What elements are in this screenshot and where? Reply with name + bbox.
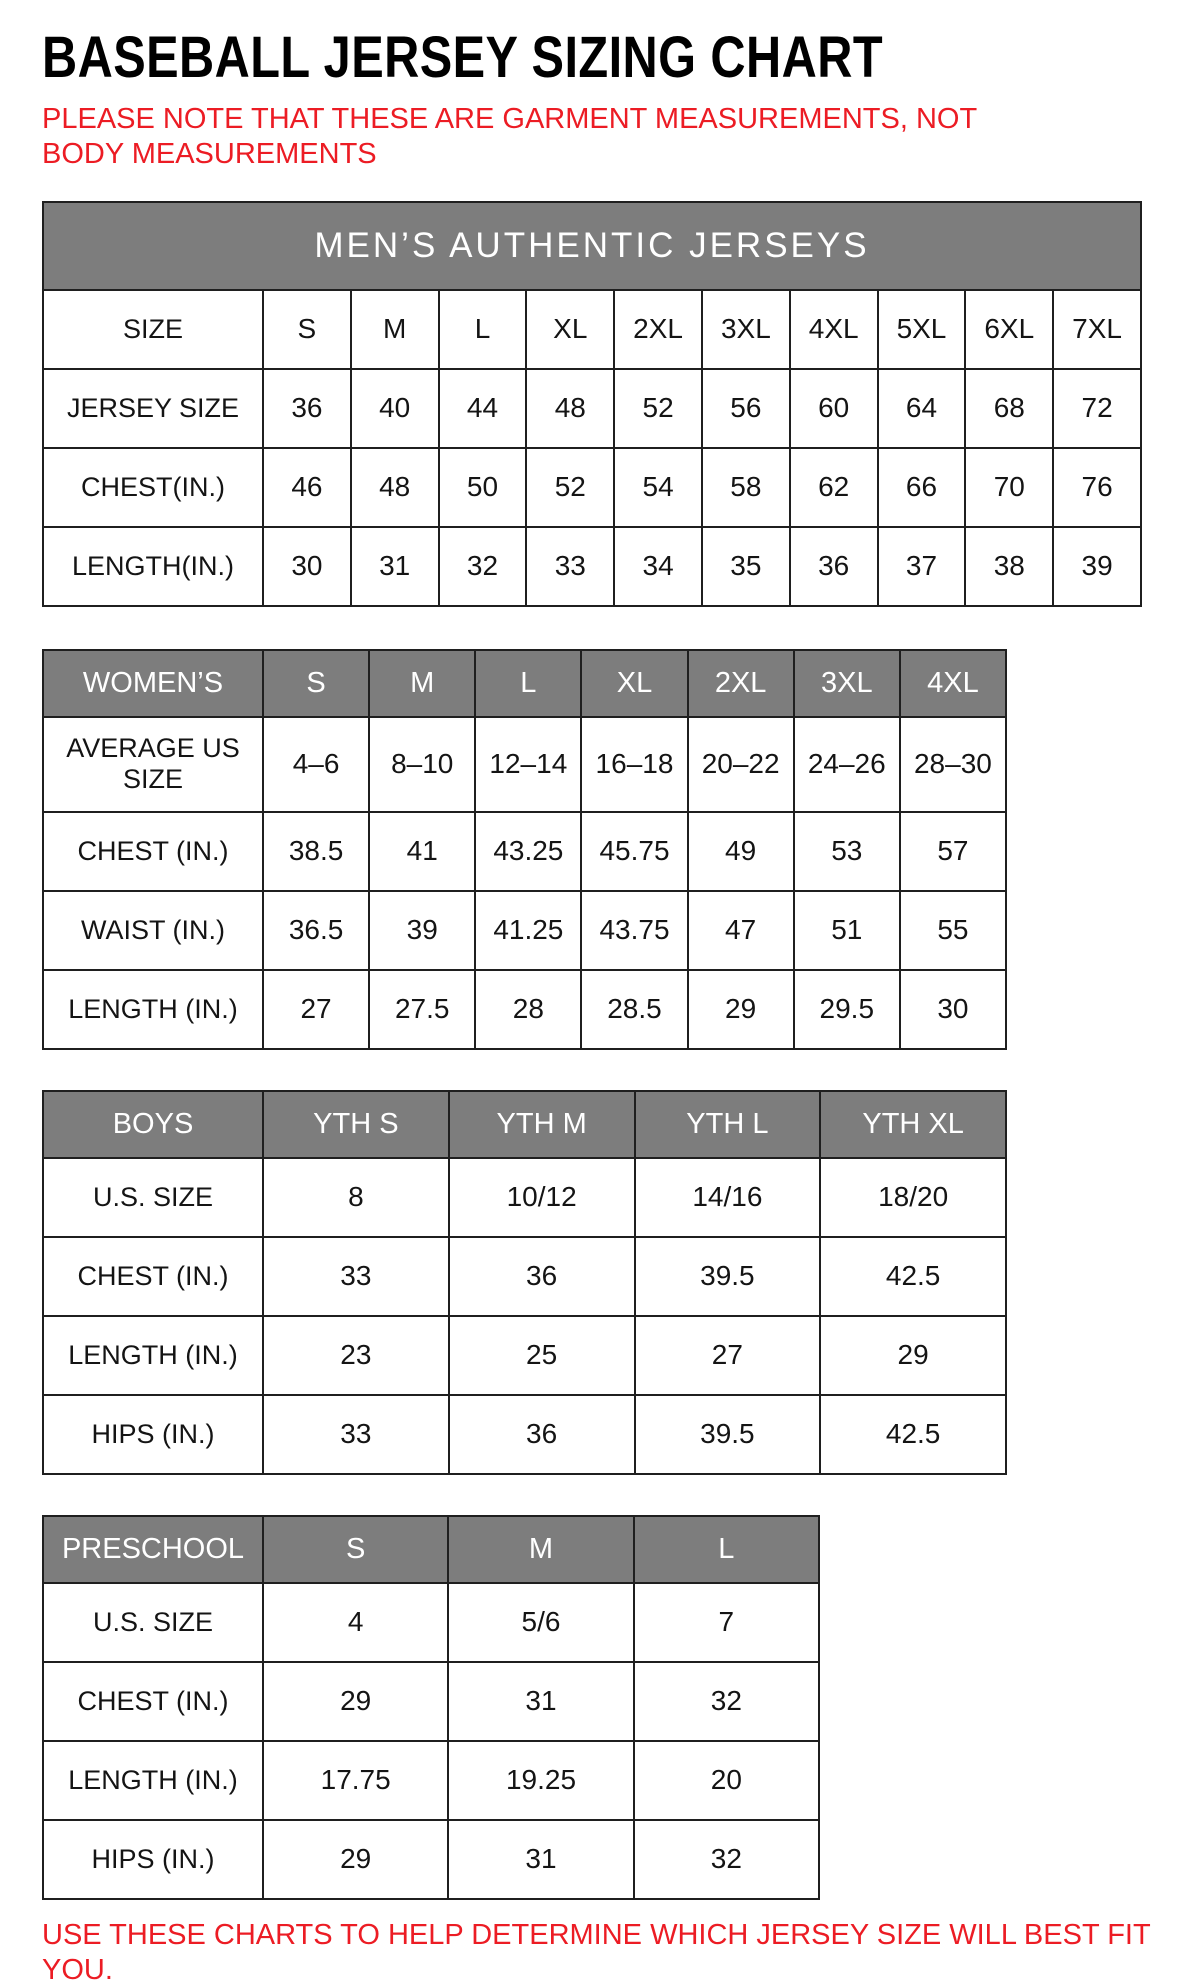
row-label-cell: U.S. SIZE [43,1158,263,1237]
value-cell: 53 [794,812,900,891]
row-label-cell: HIPS (IN.) [43,1820,263,1899]
womens-sizing-table [42,649,1007,1050]
value-cell: 7XL [1053,290,1141,369]
value-cell: 52 [614,369,702,448]
size-column-header: 4XL [900,650,1006,717]
value-cell: S [263,290,351,369]
value-cell: 64 [878,369,966,448]
value-cell: 7 [634,1583,819,1662]
womens-table-body [43,717,1006,1049]
value-cell: 66 [878,448,966,527]
measurement-row [43,1583,819,1662]
value-cell: 31 [448,1820,633,1899]
value-cell: 43.25 [475,812,581,891]
value-cell: 51 [794,891,900,970]
value-cell: 28.5 [581,970,687,1049]
preschool-table-header [43,1516,819,1583]
row-label-cell: WAIST (IN.) [43,891,263,970]
row-label-cell: HIPS (IN.) [43,1395,263,1474]
value-cell: 23 [263,1316,449,1395]
value-cell: 30 [900,970,1006,1049]
value-cell: 47 [688,891,794,970]
measurement-row [43,1158,1006,1237]
measurement-row [43,1741,819,1820]
value-cell: 50 [439,448,527,527]
size-column-header: XL [581,650,687,717]
value-cell: 17.75 [263,1741,448,1820]
row-label-cell: CHEST (IN.) [43,1662,263,1741]
value-cell: 25 [449,1316,635,1395]
value-cell: 3XL [702,290,790,369]
value-cell: 39.5 [635,1237,821,1316]
value-cell: 37 [878,527,966,606]
value-cell: 34 [614,527,702,606]
value-cell: 36.5 [263,891,369,970]
value-cell: 38.5 [263,812,369,891]
value-cell: 68 [965,369,1053,448]
row-label-cell: CHEST (IN.) [43,812,263,891]
value-cell: 27 [263,970,369,1049]
size-column-header: L [475,650,581,717]
value-cell: 28–30 [900,717,1006,812]
value-cell: 2XL [614,290,702,369]
size-column-header: M [448,1516,633,1583]
size-column-header: S [263,1516,448,1583]
mens-table-body [43,290,1141,606]
value-cell: 31 [448,1662,633,1741]
value-cell: 49 [688,812,794,891]
value-cell: 33 [526,527,614,606]
value-cell: 32 [634,1820,819,1899]
value-cell: 27.5 [369,970,475,1049]
value-cell: 8–10 [369,717,475,812]
value-cell: 19.25 [448,1741,633,1820]
table-header-row [43,1516,819,1583]
size-column-header: YTH S [263,1091,449,1158]
value-cell: 31 [351,527,439,606]
fit-advice-footer: USE THESE CHARTS TO HELP DETERMINE WHICH JERSEY SIZE WILL BEST FIT YOU. [42,1918,1151,1986]
preschool-sizing-table [42,1515,820,1900]
row-label-cell: U.S. SIZE [43,1583,263,1662]
value-cell: L [439,290,527,369]
value-cell: 4XL [790,290,878,369]
value-cell: 36 [449,1395,635,1474]
value-cell: 33 [263,1237,449,1316]
value-cell: 32 [634,1662,819,1741]
measurement-row [43,891,1006,970]
value-cell: 42.5 [820,1237,1006,1316]
value-cell: 36 [790,527,878,606]
row-label-cell: JERSEY SIZE [43,369,263,448]
size-column-header: S [263,650,369,717]
value-cell: 44 [439,369,527,448]
size-column-header: L [634,1516,819,1583]
table-header-row [43,1091,1006,1158]
boys-table-header [43,1091,1006,1158]
value-cell: 54 [614,448,702,527]
boys-table-body [43,1158,1006,1474]
row-label-cell: LENGTH (IN.) [43,1741,263,1820]
measurement-row [43,527,1141,606]
measurement-row [43,1820,819,1899]
value-cell: 29 [263,1820,448,1899]
table-header-row [43,650,1006,717]
value-cell: M [351,290,439,369]
value-cell: 18/20 [820,1158,1006,1237]
value-cell: 42.5 [820,1395,1006,1474]
value-cell: 4 [263,1583,448,1662]
size-column-header: 2XL [688,650,794,717]
value-cell: 55 [900,891,1006,970]
value-cell: 6XL [965,290,1053,369]
row-label-cell: LENGTH (IN.) [43,970,263,1049]
value-cell: 20 [634,1741,819,1820]
measurement-row [43,1395,1006,1474]
size-column-header: 3XL [794,650,900,717]
value-cell: 48 [526,369,614,448]
table-name-cell: BOYS [43,1091,263,1158]
value-cell: 41 [369,812,475,891]
value-cell: 30 [263,527,351,606]
row-label-cell: SIZE [43,290,263,369]
measurement-row [43,290,1141,369]
value-cell: 58 [702,448,790,527]
table-name-cell: PRESCHOOL [43,1516,263,1583]
row-label-cell: CHEST(IN.) [43,448,263,527]
value-cell: 29 [263,1662,448,1741]
row-label-cell: LENGTH (IN.) [43,1316,263,1395]
size-column-header: YTH M [449,1091,635,1158]
size-column-header: YTH XL [820,1091,1006,1158]
row-label-cell: AVERAGE US SIZE [43,717,263,812]
row-label-cell: CHEST (IN.) [43,1237,263,1316]
value-cell: 8 [263,1158,449,1237]
value-cell: 29 [820,1316,1006,1395]
measurement-row [43,369,1141,448]
measurement-row [43,1237,1006,1316]
value-cell: 41.25 [475,891,581,970]
womens-table-header [43,650,1006,717]
mens-banner-row [43,202,1141,290]
value-cell: 76 [1053,448,1141,527]
mens-authentic-jerseys-table [42,201,1142,607]
row-label-cell: LENGTH(IN.) [43,527,263,606]
boys-sizing-table [42,1090,1007,1475]
value-cell: 46 [263,448,351,527]
value-cell: 33 [263,1395,449,1474]
value-cell: 29.5 [794,970,900,1049]
value-cell: 35 [702,527,790,606]
value-cell: 40 [351,369,439,448]
measurement-row [43,1662,819,1741]
value-cell: 56 [702,369,790,448]
value-cell: 39 [369,891,475,970]
measurement-row [43,717,1006,812]
preschool-table-body [43,1583,819,1899]
value-cell: 14/16 [635,1158,821,1237]
value-cell: 43.75 [581,891,687,970]
value-cell: 16–18 [581,717,687,812]
value-cell: 27 [635,1316,821,1395]
value-cell: 5/6 [448,1583,633,1662]
value-cell: 12–14 [475,717,581,812]
value-cell: 48 [351,448,439,527]
value-cell: 10/12 [449,1158,635,1237]
size-column-header: M [369,650,475,717]
table-name-cell: WOMEN’S [43,650,263,717]
measurement-row [43,448,1141,527]
value-cell: 29 [688,970,794,1049]
page-title: BASEBALL JERSEY SIZING CHART [42,25,884,90]
value-cell: 52 [526,448,614,527]
measurement-row [43,970,1006,1049]
value-cell: 57 [900,812,1006,891]
value-cell: 45.75 [581,812,687,891]
value-cell: 5XL [878,290,966,369]
measurement-row [43,812,1006,891]
value-cell: 24–26 [794,717,900,812]
measurement-row [43,1316,1006,1395]
value-cell: 39.5 [635,1395,821,1474]
value-cell: 36 [263,369,351,448]
value-cell: 36 [449,1237,635,1316]
garment-measurement-note: PLEASE NOTE THAT THESE ARE GARMENT MEASUREMENTS, NOT BODY MEASUREMENTS [42,102,977,171]
value-cell: 20–22 [688,717,794,812]
value-cell: 4–6 [263,717,369,812]
value-cell: 62 [790,448,878,527]
value-cell: 32 [439,527,527,606]
value-cell: 60 [790,369,878,448]
value-cell: 72 [1053,369,1141,448]
mens-table-banner: MEN’S AUTHENTIC JERSEYS [43,202,1141,290]
value-cell: XL [526,290,614,369]
value-cell: 28 [475,970,581,1049]
value-cell: 38 [965,527,1053,606]
value-cell: 39 [1053,527,1141,606]
size-column-header: YTH L [635,1091,821,1158]
value-cell: 70 [965,448,1053,527]
